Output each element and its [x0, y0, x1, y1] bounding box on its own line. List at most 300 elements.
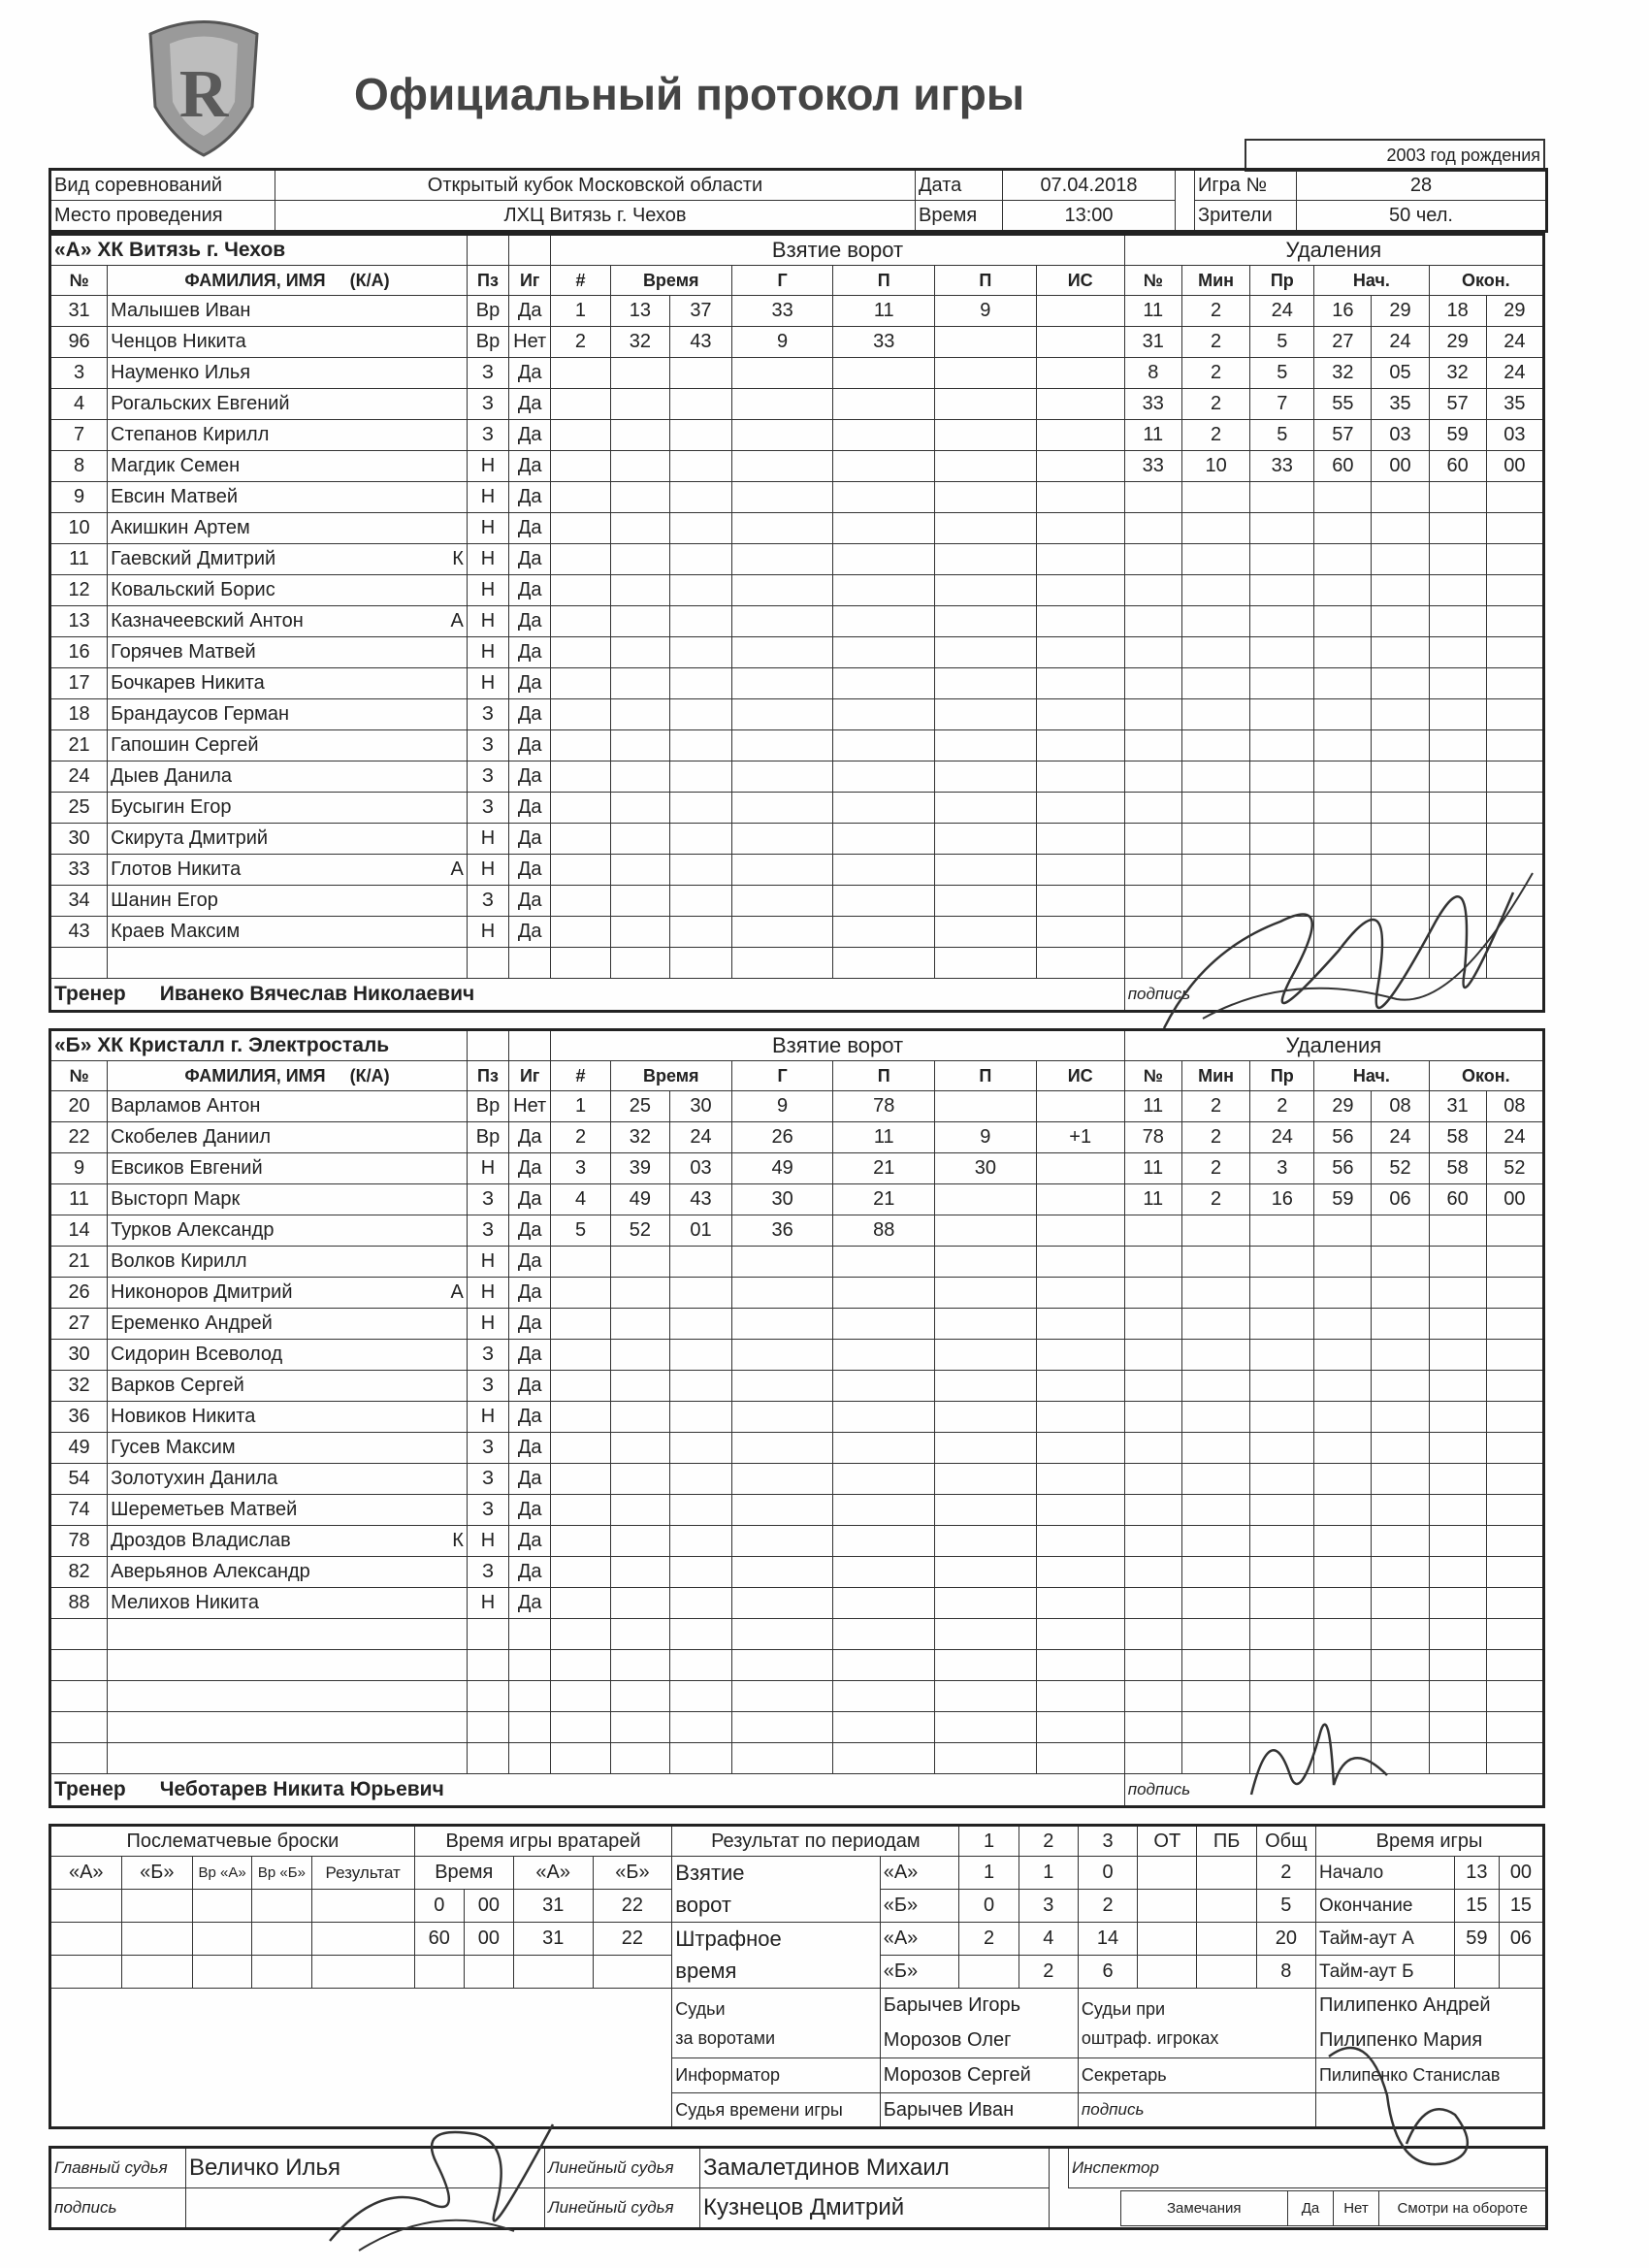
- goal-scorer: [731, 637, 833, 668]
- penalty-reason: [1250, 699, 1314, 730]
- penalty-start-min: 56: [1314, 1153, 1372, 1184]
- team-a-col-num: №: [50, 266, 108, 296]
- penalty-start-sec: [1372, 1433, 1429, 1464]
- penalty-player: [1124, 1650, 1181, 1681]
- penalty-start-min: 29: [1314, 1091, 1372, 1122]
- goal-assist-1: 21: [833, 1153, 935, 1184]
- penalty-end-sec: [1486, 1309, 1543, 1340]
- league-logo: [136, 15, 272, 160]
- goal-minute: [610, 1433, 669, 1464]
- penalty-minutes: [1181, 1340, 1250, 1371]
- goal-scorer: [731, 1681, 833, 1712]
- player-number: 21: [50, 730, 108, 761]
- player-position: Н: [467, 1402, 508, 1433]
- goal-assist-1: 21: [833, 1184, 935, 1215]
- penalty-player: [1124, 637, 1181, 668]
- goal-number: [551, 358, 610, 389]
- player-position: З: [467, 1371, 508, 1402]
- penalty-start-sec: 35: [1372, 389, 1429, 420]
- penalty-end-sec: 24: [1486, 358, 1543, 389]
- goalie-change-min: 0: [414, 1890, 464, 1923]
- timekeeper-label: Судья времени игры: [672, 2093, 880, 2128]
- penalty-reason: [1250, 575, 1314, 606]
- player-name: Гаевский Дмитрий: [111, 548, 276, 569]
- team-a-col-goal-time: Время: [610, 266, 731, 296]
- penalty-start-sec: [1372, 544, 1429, 575]
- game-time-min: 13: [1454, 1857, 1499, 1890]
- goal-second: 03: [670, 1153, 732, 1184]
- goal-number: [551, 1495, 610, 1526]
- goal-second: 43: [670, 327, 732, 358]
- goal-situation: [1036, 1371, 1124, 1402]
- penalty-reason: [1250, 1526, 1314, 1557]
- goal-number: [551, 420, 610, 451]
- goal-assist-1: [833, 824, 935, 855]
- goalie-b-header: «Б»: [593, 1857, 672, 1890]
- penalty-start-sec: [1372, 637, 1429, 668]
- goal-scorer: 36: [731, 1215, 833, 1247]
- goal-situation: [1036, 1278, 1124, 1309]
- goal-scorer: [731, 1712, 833, 1743]
- player-position: З: [467, 1184, 508, 1215]
- player-number: [50, 948, 108, 979]
- goal-situation: [1036, 1495, 1124, 1526]
- goal-scorer: [731, 1464, 833, 1495]
- player-number: 3: [50, 358, 108, 389]
- goalie-change-min: 60: [414, 1923, 464, 1956]
- player-number: 31: [50, 296, 108, 327]
- goalie-a-number: 31: [513, 1890, 593, 1923]
- penalty-end-min: [1429, 1278, 1486, 1309]
- penalty-end-sec: 29: [1486, 296, 1543, 327]
- penalty-start-sec: [1372, 1495, 1429, 1526]
- penalty-start-min: [1314, 1402, 1372, 1433]
- penalty-end-sec: [1486, 482, 1543, 513]
- player-name: Рогальских Евгений: [111, 393, 290, 414]
- game-time-min: 15: [1454, 1890, 1499, 1923]
- penalty-player: [1124, 1557, 1181, 1588]
- game-meta-table: [48, 168, 1548, 233]
- signature-head-referee: [320, 2105, 572, 2260]
- goal-situation: [1036, 1340, 1124, 1371]
- player-number: 10: [50, 513, 108, 544]
- goal-number: [551, 1588, 610, 1619]
- goal-number: [551, 1433, 610, 1464]
- team-a-col-pen-min: Мин: [1181, 266, 1250, 296]
- goal-situation: [1036, 793, 1124, 824]
- team-a-sign-label: подпись: [1124, 979, 1543, 1012]
- team-a-goals-title: Взятие ворот: [551, 235, 1124, 266]
- player-name: Высторп Марк: [111, 1188, 241, 1210]
- goal-second: 24: [670, 1122, 732, 1153]
- penalty-player: 11: [1124, 1091, 1181, 1122]
- period-value: 2: [1018, 1956, 1078, 1989]
- player-name: Бусыгин Егор: [111, 796, 232, 818]
- team-b-row: [50, 1588, 1544, 1619]
- total-col-header: Общ: [1256, 1826, 1315, 1857]
- goal-assist-2: [935, 389, 1037, 420]
- player-number: 21: [50, 1247, 108, 1278]
- goal-assist-2: [935, 917, 1037, 948]
- player-name-cell: [108, 513, 468, 544]
- goal-situation: [1036, 420, 1124, 451]
- penalty-end-sec: [1486, 606, 1543, 637]
- player-number: 9: [50, 482, 108, 513]
- goal-second: [670, 1278, 732, 1309]
- penalty-end-min: [1429, 699, 1486, 730]
- goal-assist-2: [935, 1433, 1037, 1464]
- goal-number: [551, 824, 610, 855]
- goal-assist-1: [833, 1464, 935, 1495]
- player-played: Да: [509, 824, 551, 855]
- penalty-minutes: [1181, 1495, 1250, 1526]
- remarks-no[interactable]: Нет: [1334, 2190, 1379, 2225]
- penalty-start-sec: [1372, 1526, 1429, 1557]
- penalty-end-sec: [1486, 761, 1543, 793]
- penalty-end-sec: [1486, 544, 1543, 575]
- player-number: [50, 1619, 108, 1650]
- goal-situation: [1036, 637, 1124, 668]
- penalty-start-min: [1314, 1495, 1372, 1526]
- goal-situation: [1036, 1464, 1124, 1495]
- remarks-yes[interactable]: Да: [1288, 2190, 1334, 2225]
- player-name: Турков Александр: [111, 1219, 275, 1241]
- period-team: «А»: [880, 1923, 959, 1956]
- goal-assist-2: [935, 948, 1037, 979]
- penalty-reason: [1250, 1309, 1314, 1340]
- player-number: [50, 1743, 108, 1774]
- penalty-player: [1124, 1712, 1181, 1743]
- goal-minute: [610, 917, 669, 948]
- team-b-row: [50, 1371, 1544, 1402]
- player-position: З: [467, 699, 508, 730]
- penalty-end-min: 58: [1429, 1122, 1486, 1153]
- penalty-player: 31: [1124, 327, 1181, 358]
- penbox-label-1: Судьи при: [1081, 1998, 1166, 2019]
- player-name: Скобелев Даниил: [111, 1126, 272, 1148]
- linesman-1-name: Замалетдинов Михаил: [700, 2148, 1050, 2188]
- period-value: [1138, 1890, 1197, 1923]
- player-position: З: [467, 358, 508, 389]
- shootout-result-header: Результат: [311, 1857, 414, 1890]
- goal-number: [551, 513, 610, 544]
- player-number: 88: [50, 1588, 108, 1619]
- goal-scorer: [731, 1526, 833, 1557]
- penalty-reason: 24: [1250, 1122, 1314, 1153]
- penalty-start-sec: [1372, 575, 1429, 606]
- penalty-start-min: [1314, 513, 1372, 544]
- goal-assist-1: [833, 1433, 935, 1464]
- pim-label-2: время: [672, 1956, 880, 1989]
- player-position: З: [467, 1464, 508, 1495]
- penbox-judge-1: Пилипенко Андрей: [1315, 1989, 1543, 2024]
- penalty-end-min: [1429, 793, 1486, 824]
- team-b-col-goal-time: Время: [610, 1061, 731, 1091]
- goal-minute: [610, 1743, 669, 1774]
- penalty-minutes: [1181, 1588, 1250, 1619]
- team-b-row: [50, 1340, 1544, 1371]
- team-b-col-pz: Пз: [467, 1061, 508, 1091]
- player-name: Варламов Антон: [111, 1095, 261, 1117]
- penalty-minutes: 2: [1181, 1091, 1250, 1122]
- penalty-start-min: 57: [1314, 420, 1372, 451]
- penalty-minutes: [1181, 730, 1250, 761]
- player-name: Шереметьев Матвей: [111, 1499, 298, 1520]
- player-name-cell: [108, 296, 468, 327]
- goal-situation: [1036, 1153, 1124, 1184]
- penalty-minutes: 2: [1181, 296, 1250, 327]
- penalty-minutes: [1181, 1619, 1250, 1650]
- shootout-a-header: «А»: [50, 1857, 122, 1890]
- remarks-label: Замечания: [1120, 2190, 1288, 2225]
- player-played: Да: [509, 544, 551, 575]
- penalty-reason: [1250, 482, 1314, 513]
- penalty-player: 8: [1124, 358, 1181, 389]
- team-b-col-pen-end: Окон.: [1429, 1061, 1543, 1091]
- goal-situation: [1036, 1619, 1124, 1650]
- penalty-start-min: [1314, 793, 1372, 824]
- goal-minute: 13: [610, 296, 669, 327]
- penalty-minutes: [1181, 761, 1250, 793]
- player-name-cell: [108, 1184, 468, 1215]
- player-name: Варков Сергей: [111, 1375, 244, 1396]
- player-name: Краев Максим: [111, 921, 241, 942]
- team-b-coach-label: Тренер: [54, 1778, 126, 1800]
- goal-number: [551, 544, 610, 575]
- goal-number: [551, 1712, 610, 1743]
- penalty-minutes: 2: [1181, 420, 1250, 451]
- team-a-row: [50, 296, 1544, 327]
- penalty-start-min: 59: [1314, 1184, 1372, 1215]
- goal-assist-1: 11: [833, 296, 935, 327]
- game-time-sec: 00: [1499, 1857, 1543, 1890]
- penalty-minutes: [1181, 1464, 1250, 1495]
- signature-team-a: [1145, 834, 1552, 1086]
- penalty-reason: [1250, 1247, 1314, 1278]
- team-a-row: [50, 606, 1544, 637]
- player-played: Да: [509, 1402, 551, 1433]
- goal-second: [670, 1588, 732, 1619]
- goal-assist-1: 78: [833, 1091, 935, 1122]
- period-team: «А»: [880, 1857, 959, 1890]
- penalty-player: [1124, 668, 1181, 699]
- date-label: Дата: [916, 170, 1003, 201]
- goal-minute: [610, 575, 669, 606]
- team-b-row: [50, 1495, 1544, 1526]
- player-position: З: [467, 730, 508, 761]
- goal-second: [670, 793, 732, 824]
- penalty-player: [1124, 1278, 1181, 1309]
- player-name-cell: [108, 1309, 468, 1340]
- player-position: Вр: [467, 1122, 508, 1153]
- penalty-start-sec: [1372, 730, 1429, 761]
- game-time-sec: [1499, 1956, 1543, 1989]
- goal-scorer: [731, 824, 833, 855]
- penalty-end-sec: [1486, 1526, 1543, 1557]
- player-played: Да: [509, 1464, 551, 1495]
- player-position: З: [467, 1557, 508, 1588]
- penalty-minutes: [1181, 1712, 1250, 1743]
- goal-number: [551, 451, 610, 482]
- goal-scorer: [731, 1340, 833, 1371]
- team-a-coach-name: Иванеко Вячеслав Николаевич: [159, 983, 475, 1005]
- penalty-player: [1124, 575, 1181, 606]
- team-b-col-goal-p1: П: [833, 1061, 935, 1091]
- player-position: [467, 1712, 508, 1743]
- goal-assist-2: [935, 606, 1037, 637]
- player-number: [50, 1681, 108, 1712]
- penalty-reason: [1250, 1371, 1314, 1402]
- player-name: Горячев Матвей: [111, 641, 256, 663]
- player-played: [509, 1712, 551, 1743]
- player-name: Науменко Илья: [111, 362, 251, 383]
- player-name: Магдик Семен: [111, 455, 241, 476]
- penalty-player: [1124, 1340, 1181, 1371]
- penalty-end-sec: [1486, 1681, 1543, 1712]
- player-name: Волков Кирилл: [111, 1250, 247, 1272]
- penalty-reason: [1250, 606, 1314, 637]
- goal-situation: [1036, 824, 1124, 855]
- penalty-reason: [1250, 1619, 1314, 1650]
- penalty-player: 78: [1124, 1122, 1181, 1153]
- player-name: Дыев Данила: [111, 765, 233, 787]
- penalty-end-sec: 35: [1486, 389, 1543, 420]
- player-position: Н: [467, 544, 508, 575]
- penalty-start-min: [1314, 1588, 1372, 1619]
- penalty-start-min: 32: [1314, 358, 1372, 389]
- goal-situation: [1036, 1309, 1124, 1340]
- penalty-minutes: [1181, 575, 1250, 606]
- penalty-start-min: [1314, 482, 1372, 513]
- penalty-player: [1124, 761, 1181, 793]
- team-a-col-ig: Иг: [509, 266, 551, 296]
- goal-assist-1: [833, 886, 935, 917]
- goal-situation: [1036, 1743, 1124, 1774]
- goal-scorer: [731, 451, 833, 482]
- player-position: Н: [467, 637, 508, 668]
- goal-assist-1: [833, 1371, 935, 1402]
- goal-assist-2: [935, 1215, 1037, 1247]
- goal-assist-2: [935, 637, 1037, 668]
- player-position: [467, 1650, 508, 1681]
- penalty-player: [1124, 1402, 1181, 1433]
- player-played: [509, 1619, 551, 1650]
- period-value: [1138, 1923, 1197, 1956]
- player-name-cell: [108, 917, 468, 948]
- goal-situation: [1036, 917, 1124, 948]
- goal-assist-1: [833, 637, 935, 668]
- penalty-start-sec: [1372, 699, 1429, 730]
- player-name-cell: [108, 420, 468, 451]
- player-name: Акишкин Артем: [111, 517, 250, 538]
- time-value: 13:00: [1003, 201, 1176, 232]
- goal-assist-2: [935, 1495, 1037, 1526]
- goal-number: [551, 793, 610, 824]
- penalty-player: [1124, 793, 1181, 824]
- player-role: К: [452, 548, 464, 569]
- player-name-cell: [108, 358, 468, 389]
- player-position: Н: [467, 1526, 508, 1557]
- goal-scorer: [731, 1650, 833, 1681]
- penalty-minutes: [1181, 1278, 1250, 1309]
- team-a-row: [50, 451, 1544, 482]
- player-name-cell: [108, 637, 468, 668]
- game-time-label: Тайм-аут Б: [1315, 1956, 1454, 1989]
- penalty-end-min: 60: [1429, 451, 1486, 482]
- goal-second: [670, 637, 732, 668]
- goal-situation: [1036, 358, 1124, 389]
- penalty-start-sec: 00: [1372, 451, 1429, 482]
- player-played: Да: [509, 1309, 551, 1340]
- penalty-end-min: [1429, 1743, 1486, 1774]
- goal-situation: [1036, 948, 1124, 979]
- penalty-reason: 5: [1250, 420, 1314, 451]
- penalty-end-min: [1429, 1588, 1486, 1619]
- penalty-end-sec: [1486, 1371, 1543, 1402]
- goal-minute: [610, 761, 669, 793]
- secretary-name: Пилипенко Станислав: [1315, 2058, 1543, 2093]
- penalty-end-min: 58: [1429, 1153, 1486, 1184]
- goal-situation: [1036, 886, 1124, 917]
- time-label: Время: [916, 201, 1003, 232]
- goal-second: [670, 420, 732, 451]
- goal-assist-1: [833, 1619, 935, 1650]
- player-name-cell: [108, 1371, 468, 1402]
- goal-scorer: [731, 575, 833, 606]
- player-name-cell: [108, 327, 468, 358]
- player-position: Н: [467, 482, 508, 513]
- player-name-cell: [108, 761, 468, 793]
- goal-assist-2: [935, 1340, 1037, 1371]
- player-played: [509, 1650, 551, 1681]
- penalty-end-sec: [1486, 1650, 1543, 1681]
- player-name: Бочкарев Никита: [111, 672, 265, 694]
- penalty-end-min: [1429, 575, 1486, 606]
- player-name: Новиков Никита: [111, 1406, 256, 1427]
- penalty-start-min: 27: [1314, 327, 1372, 358]
- period-total: 5: [1256, 1890, 1315, 1923]
- spectators-label: Зрители: [1195, 201, 1297, 232]
- penalty-player: [1124, 606, 1181, 637]
- penalty-reason: 16: [1250, 1184, 1314, 1215]
- team-b-row: [50, 1091, 1544, 1122]
- player-number: 82: [50, 1557, 108, 1588]
- goal-number: 1: [551, 1091, 610, 1122]
- penalty-minutes: [1181, 1526, 1250, 1557]
- goal-assist-2: [935, 1278, 1037, 1309]
- player-played: Да: [509, 482, 551, 513]
- player-name-cell: [108, 1619, 468, 1650]
- remarks-see-back: Смотри на обороте: [1379, 2190, 1547, 2225]
- penalty-reason: [1250, 544, 1314, 575]
- player-position: Н: [467, 1588, 508, 1619]
- goal-minute: [610, 1340, 669, 1371]
- penalty-reason: [1250, 761, 1314, 793]
- goal-assist-1: [833, 1588, 935, 1619]
- penalty-start-sec: [1372, 482, 1429, 513]
- goal-minute: [610, 1557, 669, 1588]
- penalty-start-sec: [1372, 761, 1429, 793]
- player-played: Да: [509, 389, 551, 420]
- goal-assist-2: [935, 544, 1037, 575]
- penalty-player: [1124, 1215, 1181, 1247]
- goal-situation: [1036, 513, 1124, 544]
- goal-situation: [1036, 668, 1124, 699]
- linesman-2-name: Кузнецов Дмитрий: [700, 2188, 1050, 2229]
- penalty-minutes: [1181, 1309, 1250, 1340]
- player-name: Малышев Иван: [111, 300, 251, 321]
- team-a-row: [50, 420, 1544, 451]
